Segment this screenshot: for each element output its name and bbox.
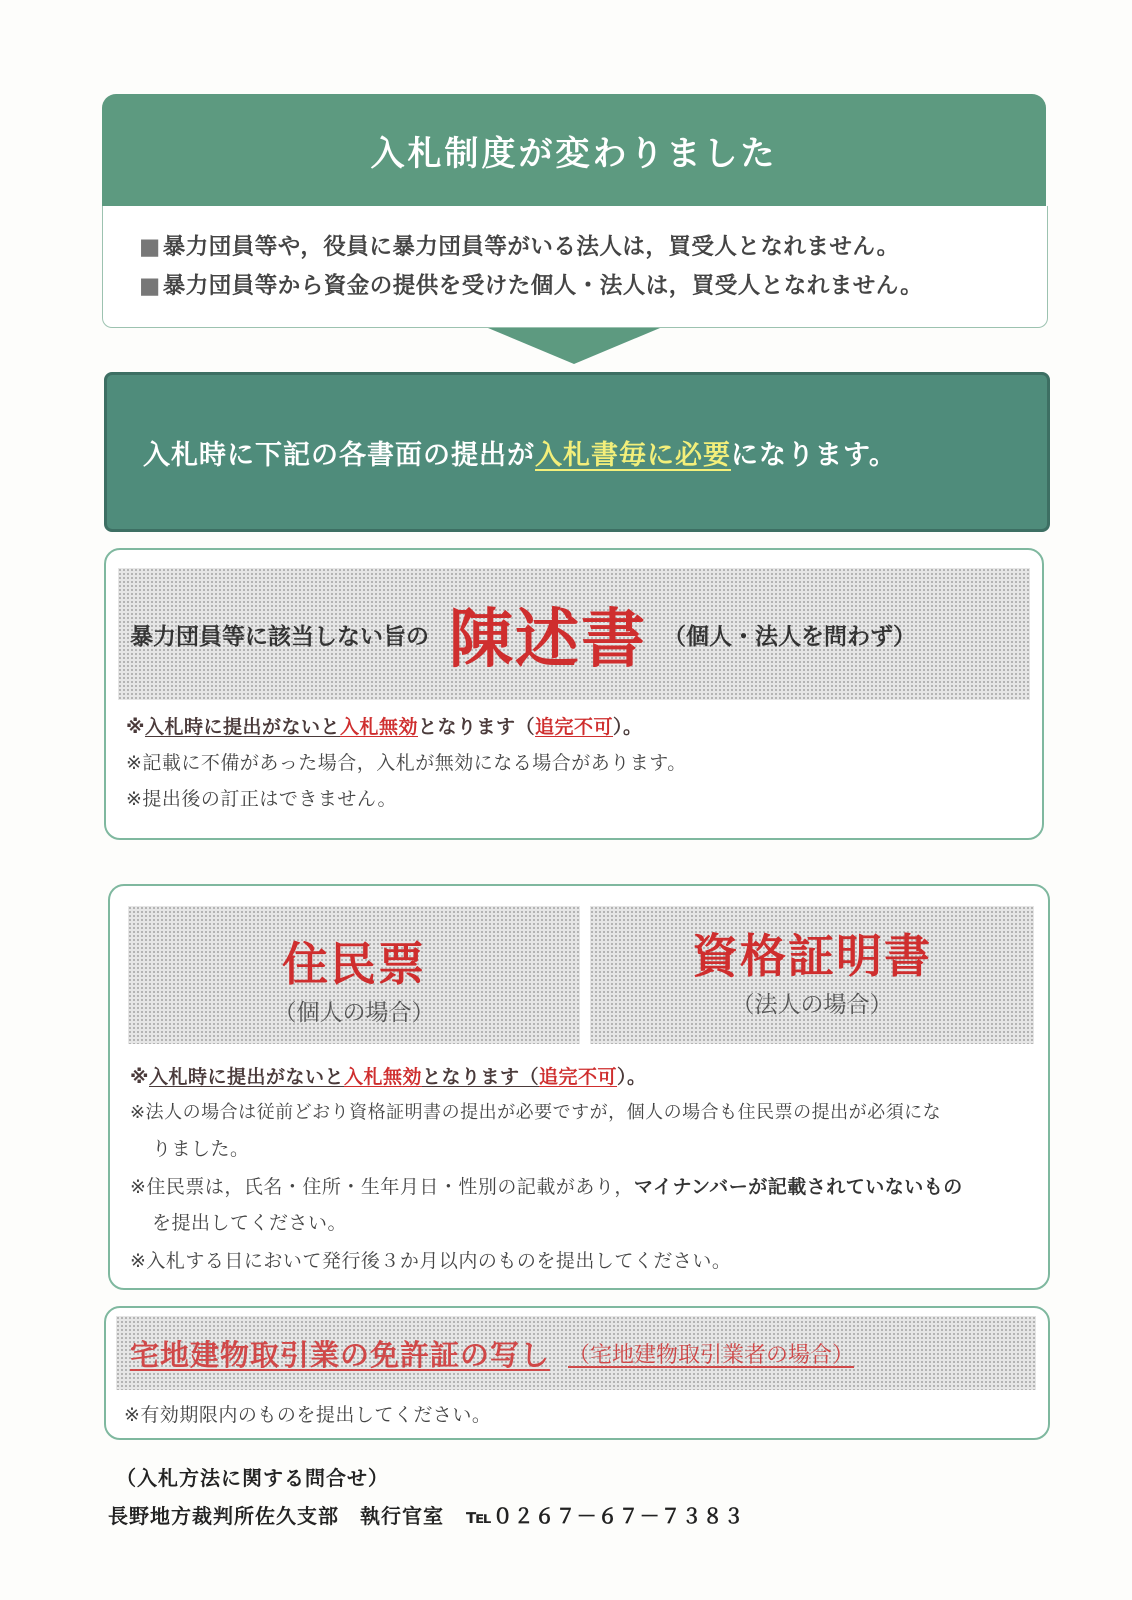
contact-tel: ℡０２６７－６７－７３８３ — [466, 1504, 745, 1528]
notice-banner — [104, 372, 1050, 532]
license-doc-sub: （宅地建物取引業者の場合） — [568, 1342, 855, 1368]
contact-office: 長野地方裁判所佐久支部 執行官室 — [108, 1504, 444, 1528]
residence-note-2-line-1: ※法人の場合は従前どおり資格証明書の提出が必要ですが，個人の場合も住民票の提出が必須にな — [130, 1102, 942, 1123]
page-title: 入札制度が変わりました — [370, 133, 778, 174]
license-doc-title: 宅地建物取引業の免許証の写し — [130, 1337, 551, 1372]
notice-text — [143, 433, 897, 472]
license-heading — [116, 1316, 1036, 1390]
header-banner — [102, 94, 1046, 206]
rule-2 — [139, 267, 1047, 306]
statement-post: （個人・法人を問わず） — [663, 623, 916, 650]
statement-doc-title: 陳述書 — [449, 603, 647, 677]
statement-heading — [118, 568, 1030, 700]
residence-doc-sub: （個人の場合） — [273, 1000, 435, 1026]
residence-note-3-line-1: ※住民票は，氏名・住所・生年月日・性別の記載があり，マイナンバーが記載されていないもの — [130, 1176, 963, 1198]
residence-note-3-line-2: を提出してください。 — [152, 1212, 348, 1234]
qualification-cell — [590, 906, 1034, 1044]
bullet-icon: ■ — [139, 234, 161, 260]
qualification-doc-title: 資格証明書 — [692, 929, 932, 983]
statement-pre: 暴力団員等に該当しない旨の — [130, 623, 429, 650]
contact-line — [108, 1500, 745, 1529]
notice-pre: 入札時に下記の各書面の提出が — [143, 439, 535, 471]
residence-doc-title: 住民票 — [282, 937, 426, 991]
rules-box — [102, 206, 1048, 328]
statement-note-1: ※入札時に提出がないと入札無効となります（追完不可）。 — [126, 716, 643, 738]
bullet-icon: ■ — [139, 273, 161, 299]
statement-note-2: ※記載に不備があった場合，入札が無効になる場合があります。 — [126, 752, 687, 774]
notice-post: になります。 — [731, 439, 897, 471]
rule-2-text: 暴力団員等から資金の提供を受けた個人・法人は，買受人となれません。 — [162, 273, 924, 299]
statement-note-3: ※提出後の訂正はできません。 — [126, 788, 398, 810]
residence-note-4: ※入札する日において発行後３か月以内のものを提出してください。 — [130, 1250, 732, 1272]
rule-1 — [139, 228, 1047, 267]
rule-1-text: 暴力団員等や，役員に暴力団員等がいる法人は，買受人となれません。 — [162, 234, 900, 260]
residence-note-2-line-2: りました。 — [152, 1138, 250, 1160]
down-arrow-icon — [488, 328, 660, 364]
inquiry-label: （入札方法に関する問合せ） — [116, 1466, 389, 1490]
residence-cell — [128, 906, 580, 1044]
notice-highlight: 入札書毎に必要 — [535, 439, 731, 471]
residence-note-1: ※入札時に提出がないと入札無効となります（追完不可）。 — [130, 1066, 647, 1088]
license-note: ※有効期限内のものを提出してください。 — [124, 1404, 492, 1426]
qualification-doc-sub: （法人の場合） — [731, 992, 893, 1018]
